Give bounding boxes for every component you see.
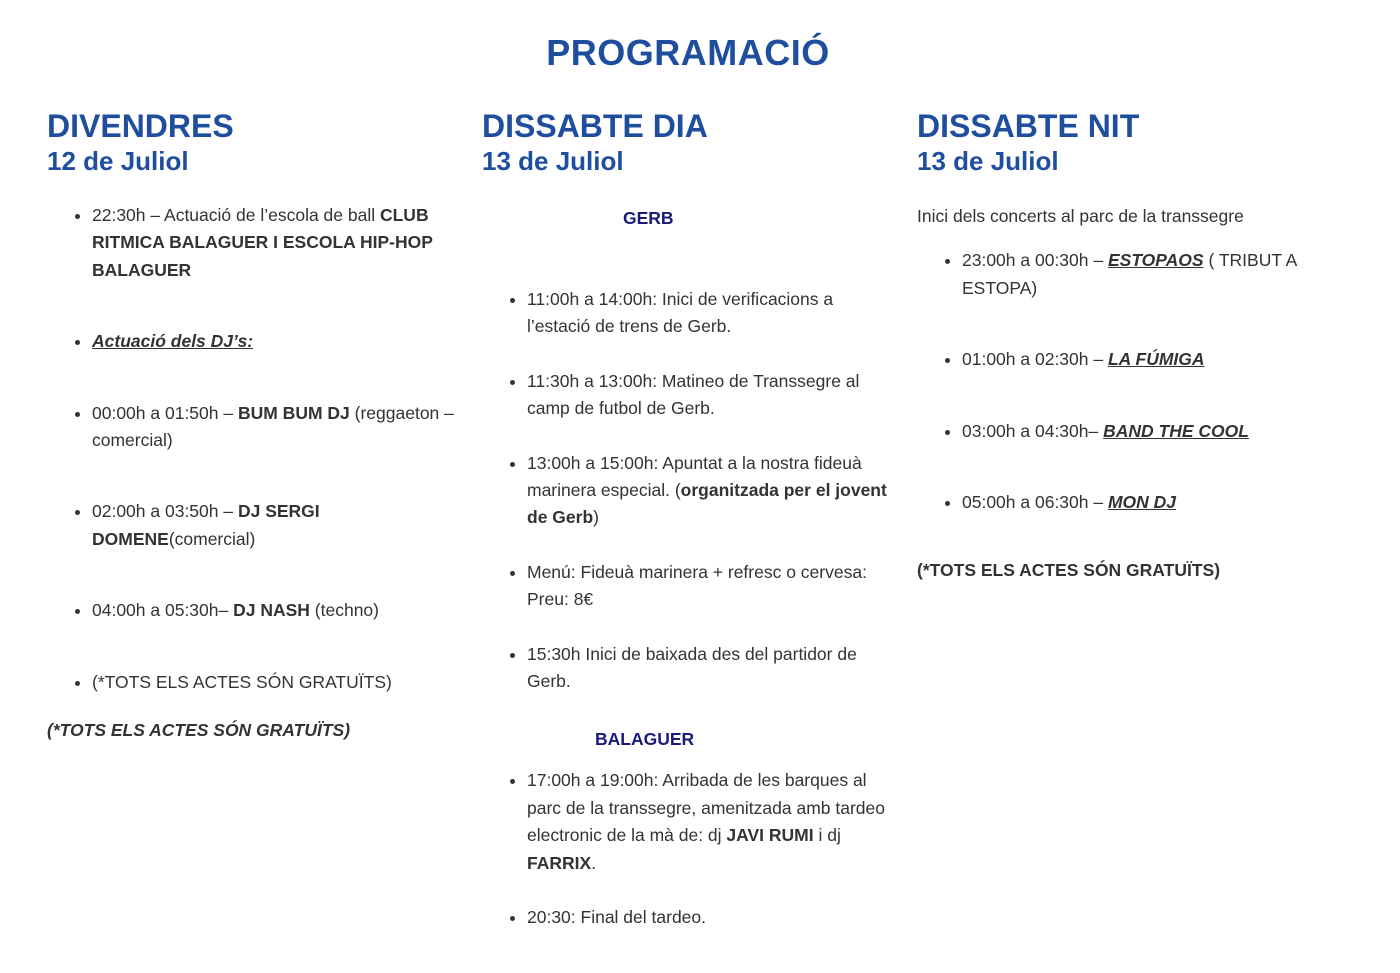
schedule-list <box>917 247 1337 516</box>
dj-section-heading: Actuació dels DJ’s: <box>92 331 254 352</box>
page-title: PROGRAMACIÓ <box>546 32 830 73</box>
list-item: • 20:30: Final del tardeo. <box>527 904 897 931</box>
list-item: • Menú: Fideuà marinera + refresc o cervesa: Preu: 8€ <box>527 559 897 614</box>
list-item: • 13:00h a 15:00h: Apuntat a la nostra fideuà marinera especial. (organitzada per el jovent de Gerb) <box>527 450 897 532</box>
performer-name: BUM BUM DJ <box>237 402 350 423</box>
performer-name: DJ NASH <box>233 600 310 621</box>
band-name: MON DJ <box>1107 492 1177 513</box>
list-item: • 02:00h a 03:50h – DJ SERGI DOMENE(comercial) <box>92 498 457 553</box>
performer-name: DJ SERGI DOMENE <box>92 501 320 549</box>
list-item: • (*TOTS ELS ACTES SÓN GRATUÏTS) <box>92 669 457 696</box>
organizer-name: organitzada per el jovent de Gerb <box>527 480 887 528</box>
list-item: • 05:00h a 06:30h – MON DJ <box>962 489 1337 516</box>
list-item: • 00:00h a 01:50h – BUM BUM DJ (reggaeton – comercial) <box>92 400 457 455</box>
list-item: • 04:00h a 05:30h– DJ NASH (techno) <box>92 597 457 624</box>
date-heading: 13 de Juliol <box>482 146 624 176</box>
list-item: • 01:00h a 02:30h – LA FÚMIGA <box>962 346 1337 373</box>
day-heading: DISSABTE NIT <box>917 108 1140 144</box>
date-heading: 13 de Juliol <box>917 146 1059 176</box>
list-item: • 11:00h a 14:00h: Inici de verificacions a l’estació de trens de Gerb. <box>527 286 897 341</box>
day-heading: DIVENDRES <box>47 108 234 144</box>
list-item <box>92 328 457 355</box>
band-name: ESTOPAOS <box>1107 250 1204 271</box>
schedule-list <box>482 767 897 931</box>
list-item: • 17:00h a 19:00h: Arribada de les barques al parc de la transsegre, amenitzada amb tardeo electronic de la mà de: dj JAVI RUMI i dj FARRIX. <box>527 767 897 877</box>
concerts-intro: Inici dels concerts al parc de la transsegre <box>917 206 1244 226</box>
performer-name: CLUB RITMICA BALAGUER I ESCOLA HIP-HOP BALAGUER <box>92 205 433 280</box>
day-heading: DISSABTE DIA <box>482 108 708 144</box>
column-dissabte-nit <box>917 108 1337 581</box>
dj-name: JAVI RUMI <box>726 825 814 846</box>
list-item: • 15:30h Inici de baixada des del partidor de Gerb. <box>527 641 897 696</box>
column-divendres <box>47 108 457 741</box>
column-dissabte-dia <box>482 108 897 932</box>
dj-name: FARRIX <box>527 852 592 873</box>
free-events-note: (*TOTS ELS ACTES SÓN GRATUÏTS) <box>47 720 351 741</box>
list-item: • 11:30h a 13:00h: Matineo de Transsegre al camp de futbol de Gerb. <box>527 368 897 423</box>
list-item: • 22:30h – Actuació de l’escola de ball CLUB RITMICA BALAGUER I ESCOLA HIP-HOP BALAGUER <box>92 202 457 284</box>
list-item: • 23:00h a 00:30h – ESTOPAOS ( TRIBUT A ESTOPA) <box>962 247 1337 302</box>
schedule-list <box>482 286 897 695</box>
band-name: LA FÚMIGA <box>1107 349 1205 370</box>
band-name: BAND THE COOL <box>1103 420 1249 441</box>
location-heading-balaguer: BALAGUER <box>595 729 695 750</box>
date-heading: 12 de Juliol <box>47 146 189 176</box>
location-heading-gerb: GERB <box>623 208 674 228</box>
schedule-list <box>47 202 457 696</box>
free-events-note: (*TOTS ELS ACTES SÓN GRATUÏTS) <box>917 560 1221 581</box>
list-item: • 03:00h a 04:30h– BAND THE COOL <box>962 418 1337 445</box>
